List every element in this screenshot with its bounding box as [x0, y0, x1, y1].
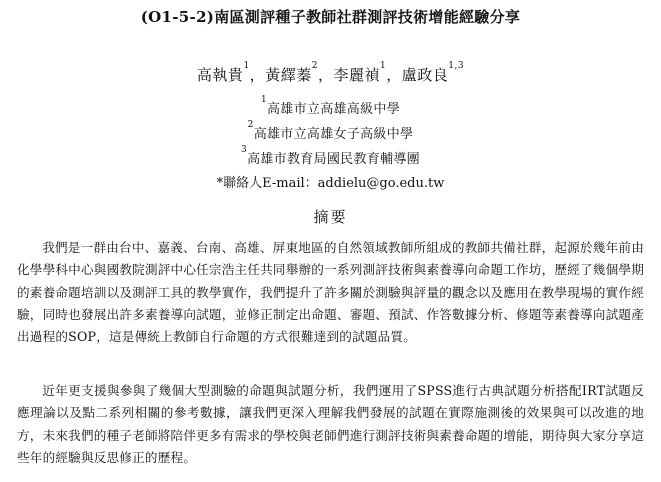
- author-name: 高執貴: [196, 66, 244, 84]
- author-affiliation-mark: 1,3: [448, 61, 465, 71]
- affiliation-text: 高雄市立高雄高級中學: [267, 102, 401, 117]
- paper-title: (O1-5-2)南區測評種子教師社群測評技術增能經驗分享: [140, 8, 521, 26]
- author-separator: ，: [317, 66, 334, 84]
- contact-label: *聯絡人E-mail：: [216, 176, 318, 191]
- affiliation-mark: 1: [260, 95, 267, 105]
- author-separator: ，: [249, 66, 266, 84]
- author-list: [0, 61, 661, 85]
- contact-line: [0, 172, 661, 191]
- abstract-paragraph: 我們是一群由台中、嘉義、台南、高雄、屏東地區的自然領域教師所組成的教師共備社群，起源於幾年前由化學學科中心與國教院測評中心任宗浩主任共同舉辦的一系列測評技術與素養導向命題工作坊，歷經了幾個學期的素養命題培訓以及測評工具的教學實作，我們提升了許多關於測驗與評量的觀念以及應用在教學現場的實作經驗，同時也發展出許多素養導向試題，並修正制定出命題、審題、預試、作答數據分析、修題等素養導向試題產出過程的SOP，這是傳統上教師自行命題的方式很難達到的試題品質。: [17, 240, 644, 345]
- affiliation-mark: 2: [247, 120, 254, 130]
- author-name: 李麗禎: [333, 66, 380, 84]
- author-affiliation-mark: 1: [379, 61, 387, 71]
- author-affiliation-mark: 2: [311, 61, 318, 71]
- abstract-heading: 摘要: [313, 208, 348, 226]
- abstract-paragraph: 近年更支援與參與了幾個大型測驗的命題與試題分析，我們運用了SPSS進行古典試題分析搭配IRT試題反應理論以及點二系列相關的參考數據，讓我們更深入理解我們發展的試題在實際施測後的效果與可以改進的地方，未來我們的種子老師將陪伴更多有需求的學校與老師們進行測評技術與素養命題的增能，期待與大家分享這些年的經驗與反思修正的歷程。: [17, 383, 644, 465]
- affiliation-text: 高雄市立高雄女子高級中學: [253, 127, 414, 142]
- author-name: 黃繹蓁: [265, 66, 312, 84]
- author-separator: ，: [386, 66, 402, 84]
- author-affiliation-mark: 1: [243, 61, 250, 71]
- contact-email[interactable]: addielu@go.edu.tw: [317, 176, 445, 191]
- affiliation: [0, 145, 661, 167]
- affiliation: [0, 95, 661, 117]
- affiliation: [0, 120, 661, 142]
- affiliation-mark: 3: [241, 145, 248, 155]
- author-name: 盧政良: [401, 66, 449, 84]
- affiliation-text: 高雄市教育局國民教育輔導團: [247, 152, 420, 167]
